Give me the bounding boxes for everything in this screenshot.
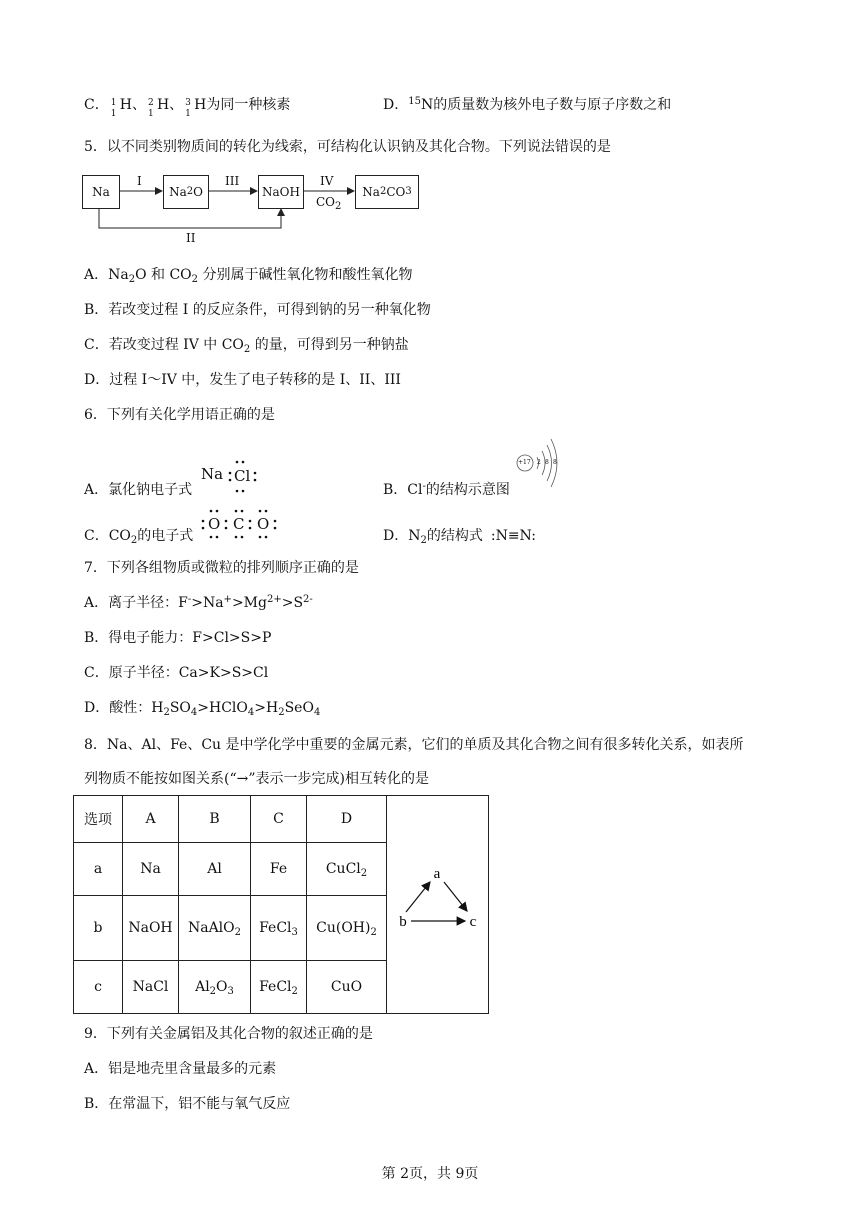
flow-box-na: Na <box>82 175 120 209</box>
q5-option-d: D．过程 I～IV 中，发生了电子转移的是 I、II、III <box>84 372 401 388</box>
q7-stem: 7．下列各组物质或微粒的排列顺序正确的是 <box>84 560 359 576</box>
q9-stem: 9．下列有关金属铝及其化合物的叙述正确的是 <box>84 1026 373 1042</box>
flow-arrows <box>0 0 460 260</box>
q6-option-b-label: B．Cl-的结构示意图 <box>383 481 510 498</box>
flow-box-na2co3: Na 2 CO 3 <box>355 175 419 209</box>
q6-stem: 6．下列有关化学用语正确的是 <box>84 407 275 423</box>
q8-stem-line-2: 列物质不能按如图关系(“→”表示一步完成)相互转化的是 <box>84 771 429 787</box>
table-header-cell: C <box>251 796 307 843</box>
label-step-1: I <box>137 174 142 188</box>
q7-option-d: D．酸性：$H_2SO_4>HClO_4>H_2SeO_4$ <box>84 700 321 718</box>
q6-option-d: D．$N_2$的结构式 :N≡N: <box>383 528 537 546</box>
q7-option-a: A．离子半径：$F^->Na^+>Mg^{2+}>S^{2-}$ <box>84 594 313 611</box>
table-header-cell: D <box>307 796 387 843</box>
q4-option-d: D．$^{15}$N的质量数为核外电子数与原子序数之和 <box>383 96 672 113</box>
isotope-h3: 3 1 <box>185 98 191 119</box>
table-header-row <box>74 796 489 843</box>
arrow-b-to-a <box>406 882 430 912</box>
cycle-diagram-cell <box>387 796 489 1014</box>
arrow-a-to-c <box>444 882 467 911</box>
electron-dots <box>201 458 261 498</box>
q8-options-table <box>73 795 489 1014</box>
q5-option-a: A．$Na_2O$ 和 $CO_2$ 分别属于碱性氧化物和酸性氧化物 <box>84 267 413 285</box>
label-step-4: IV <box>320 174 334 188</box>
label-step-3: III <box>225 174 240 188</box>
table-header-cell: B <box>179 796 251 843</box>
page-footer: 第 2页，共 9页 <box>381 1166 479 1182</box>
table-header-cell: A <box>123 796 179 843</box>
q4-option-c: C． 1 1 H、 2 1 H、 3 1 H为同一种核素 <box>84 97 291 119</box>
q8-stem-line-1: 8．Na、Al、Fe、Cu 是中学化学中重要的金属元素，它们的单质及其化合物之间有很多转化关系，如表所 <box>84 737 744 753</box>
node-b: b <box>399 913 407 930</box>
table-row: a Na Al Fe CuCl$_2$ <box>74 843 489 896</box>
q6-option-a-label: A．氯化钠电子式 <box>84 482 193 498</box>
isotope-h1: 1 1 <box>110 98 117 119</box>
q5-option-c: C．若改变过程 IV 中 $CO_2$ 的量，可得到另一种钠盐 <box>84 337 409 355</box>
table-header-cell: 选项 <box>74 796 123 843</box>
q5-stem: 5．以不同类别物质间的转化为线索，可结构化认识钠及其化合物。下列说法错误的是 <box>84 139 611 155</box>
q6-option-c-label: C．$CO_2$的电子式 <box>84 528 194 546</box>
isotope-h2: 2 1 <box>147 98 154 119</box>
label-co2: $CO_2$ <box>316 195 342 212</box>
flow-box-naoh: NaOH <box>258 175 304 209</box>
abc-cycle-diagram <box>387 858 488 948</box>
q5-option-b: B．若改变过程 I 的反应条件，可得到钠的另一种氧化物 <box>84 302 431 318</box>
q9-option-a: A．铝是地壳里含量最多的元素 <box>84 1061 277 1077</box>
arrow-step-2 <box>99 208 281 228</box>
flow-box-na2o: Na 2 O <box>163 175 209 209</box>
co2-electron-dots <box>200 507 280 541</box>
table-row: c NaCl $Al_2O_3$ FeCl$_2$ CuO <box>74 961 489 1014</box>
node-c: c <box>469 913 477 930</box>
table-row: b NaOH NaAlO$_2$ FeCl$_3$ $Cu(OH)_2$ <box>74 896 489 961</box>
label-step-2: II <box>186 231 196 245</box>
co2-electron-formula: O C O <box>200 507 280 541</box>
q7-option-b: B．得电子能力：F>Cl>S>P <box>84 630 272 646</box>
nacl-electron-formula: Na Cl <box>201 458 261 498</box>
q7-option-c: C．原子半径：Ca>K>S>Cl <box>84 665 269 681</box>
cl-ion-structure-diagram: +17 2 8 8 <box>515 435 563 493</box>
node-a: a <box>433 865 441 882</box>
q9-option-b: B．在常温下，铝不能与氧气反应 <box>84 1096 291 1112</box>
